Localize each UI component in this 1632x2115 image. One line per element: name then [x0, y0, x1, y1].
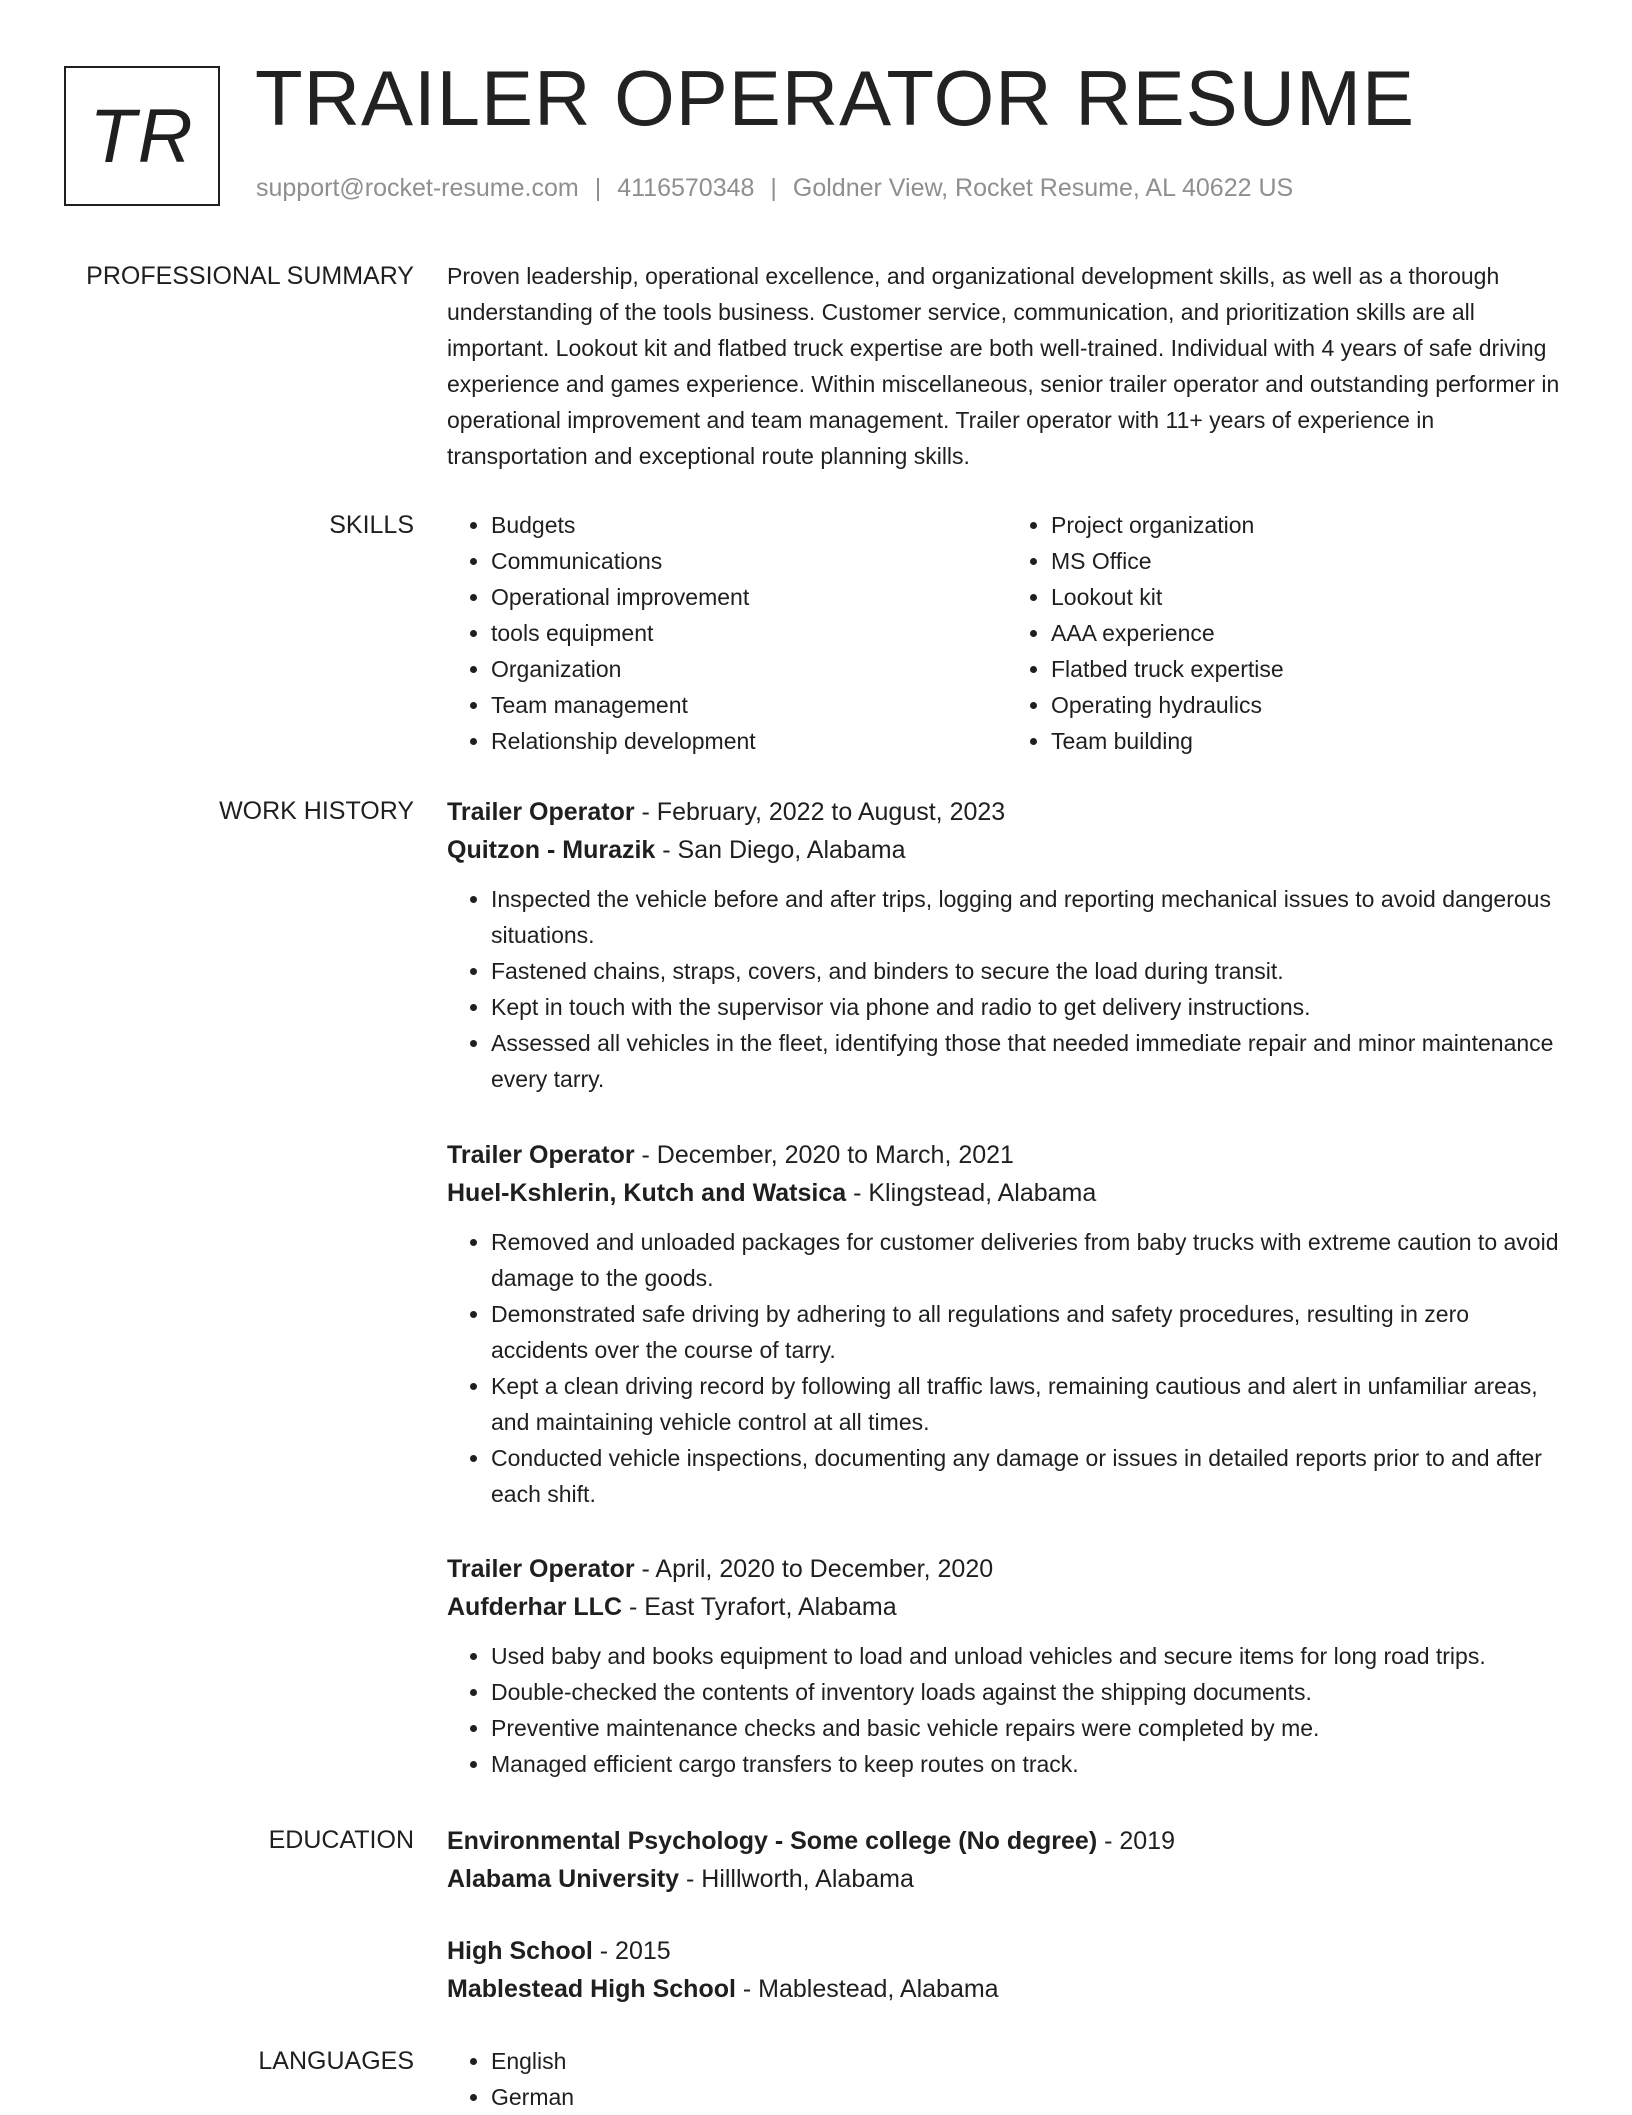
job-bullet: • Assessed all vehicles in the fleet, identifying those that needed immediate repair and minor maintenance every tarry. [491, 1025, 1567, 1097]
section-label-skills: SKILLS [329, 511, 414, 539]
contact-phone[interactable]: 4116570348 [617, 174, 755, 202]
education-school-line [447, 1860, 1175, 1898]
job-company-line [447, 1588, 1567, 1626]
job-bullet: • Kept in touch with the supervisor via phone and radio to get delivery instructions. [491, 989, 1567, 1025]
contact-separator: | [594, 174, 602, 202]
job-company: Quitzon - Murazik [447, 836, 656, 864]
language-item: • German [491, 2079, 1567, 2115]
job-dates: - February, 2022 to August, 2023 [634, 798, 1006, 826]
job-bullet: • Conducted vehicle inspections, documenting any damage or issues in detailed reports prior to and after each shift. [491, 1440, 1567, 1512]
contact-address: Goldner View, Rocket Resume, AL 40622 US [792, 174, 1294, 202]
contact-email[interactable]: support@rocket-resume.com [256, 174, 579, 202]
job-title: Trailer Operator [447, 1141, 635, 1169]
education-school-line [447, 1970, 999, 2008]
skill-item: • Flatbed truck expertise [1051, 651, 1567, 687]
skill-item: • Budgets [491, 507, 1007, 543]
job-company-line [447, 1174, 1567, 1212]
summary-content [447, 258, 1567, 474]
languages-content [447, 2043, 1567, 2115]
job-bullet: • Fastened chains, straps, covers, and binders to secure the load during transit. [491, 953, 1567, 989]
contact-line [256, 174, 1293, 203]
job-bullet: • Demonstrated safe driving by adhering to all regulations and safety procedures, resulting in zero accidents over the course of tarry. [491, 1296, 1567, 1368]
contact-separator: | [770, 174, 777, 202]
skill-item: • Lookout kit [1051, 579, 1567, 615]
skills-content [447, 507, 1567, 759]
job-location: - Klingstead, Alabama [846, 1179, 1097, 1207]
languages-list [447, 2043, 1567, 2115]
education-degree: High School [447, 1937, 593, 1965]
skill-item: • Team building [1051, 723, 1567, 759]
job-company-line [447, 831, 1567, 869]
section-label-work-history: WORK HISTORY [219, 797, 414, 825]
job-location: - East Tyrafort, Alabama [622, 1593, 897, 1621]
education-year: - 2019 [1097, 1827, 1175, 1855]
section-label-summary: PROFESSIONAL SUMMARY [86, 262, 414, 290]
skills-list-left [447, 507, 1007, 759]
skill-item: • tools equipment [491, 615, 1007, 651]
job-company: Aufderhar LLC [447, 1593, 622, 1621]
job-title-line [447, 1550, 1567, 1588]
education-school: Mablestead High School [447, 1975, 736, 2003]
job-company: Huel-Kshlerin, Kutch and Watsica [447, 1179, 847, 1207]
job-dates: - April, 2020 to December, 2020 [634, 1555, 994, 1583]
job-title-line [447, 1136, 1567, 1174]
job-location: - San Diego, Alabama [655, 836, 906, 864]
job-bullets [447, 1638, 1567, 1782]
skill-item: • Organization [491, 651, 1007, 687]
section-label-languages: LANGUAGES [258, 2047, 414, 2075]
education-school: Alabama University [447, 1865, 680, 1893]
skill-item: • AAA experience [1051, 615, 1567, 651]
education-entry [447, 1932, 999, 2008]
skills-grid [447, 507, 1567, 759]
skill-item: • Operational improvement [491, 579, 1007, 615]
education-year: - 2015 [592, 1937, 671, 1965]
job-bullets [447, 1224, 1567, 1512]
skill-item: • MS Office [1051, 543, 1567, 579]
summary-text: Proven leadership, operational excellence, and organizational development skills, as well as a thorough understanding of the tools business. Customer service, communication, and prioritization skills are all important. Lookout kit and flatbed truck expertise are both well-trained. Individual with 4 years of safe driving experience and games experience. Within miscellaneous, senior trailer operator and outstanding performer in operational improvement and team management. Trailer operator with 11+ years of experience in transportation and exceptional route planning skills. [447, 263, 1560, 469]
page-title: TRAILER OPERATOR RESUME [255, 54, 1415, 142]
job-bullet: • Used baby and books equipment to load and unload vehicles and secure items for long road trips. [491, 1638, 1567, 1674]
job-entry [447, 1550, 1567, 1782]
language-item: • English [491, 2043, 1567, 2079]
skill-item: • Project organization [1051, 507, 1567, 543]
education-degree-line [447, 1932, 999, 1970]
job-bullets [447, 881, 1567, 1097]
skill-item: • Team management [491, 687, 1007, 723]
job-entry [447, 793, 1567, 1097]
job-bullet: • Double-checked the contents of inventory loads against the shipping documents. [491, 1674, 1567, 1710]
monogram-badge: TR [64, 66, 220, 206]
education-location: - Hilllworth, Alabama [679, 1865, 914, 1893]
skill-item: • Operating hydraulics [1051, 687, 1567, 723]
job-bullet: • Preventive maintenance checks and basic vehicle repairs were completed by me. [491, 1710, 1567, 1746]
skill-item: • Communications [491, 543, 1007, 579]
job-entry [447, 1136, 1567, 1512]
education-location: - Mablestead, Alabama [735, 1975, 999, 2003]
skill-item: • Relationship development [491, 723, 1007, 759]
job-title: Trailer Operator [447, 798, 635, 826]
job-bullet: • Managed efficient cargo transfers to keep routes on track. [491, 1746, 1567, 1782]
skills-list-right [1007, 507, 1567, 759]
job-title-line [447, 793, 1567, 831]
education-degree: Environmental Psychology - Some college (No degree) [447, 1827, 1098, 1855]
job-title: Trailer Operator [447, 1555, 635, 1583]
education-degree-line [447, 1822, 1175, 1860]
education-entry [447, 1822, 1175, 1898]
job-bullet: • Inspected the vehicle before and after trips, logging and reporting mechanical issues to avoid dangerous situations. [491, 881, 1567, 953]
job-bullet: • Removed and unloaded packages for customer deliveries from baby trucks with extreme caution to avoid damage to the goods. [491, 1224, 1567, 1296]
job-bullet: • Kept a clean driving record by following all traffic laws, remaining cautious and alert in unfamiliar areas, and maintaining vehicle control at all times. [491, 1368, 1567, 1440]
job-dates: - December, 2020 to March, 2021 [634, 1141, 1014, 1169]
section-label-education: EDUCATION [268, 1826, 414, 1854]
